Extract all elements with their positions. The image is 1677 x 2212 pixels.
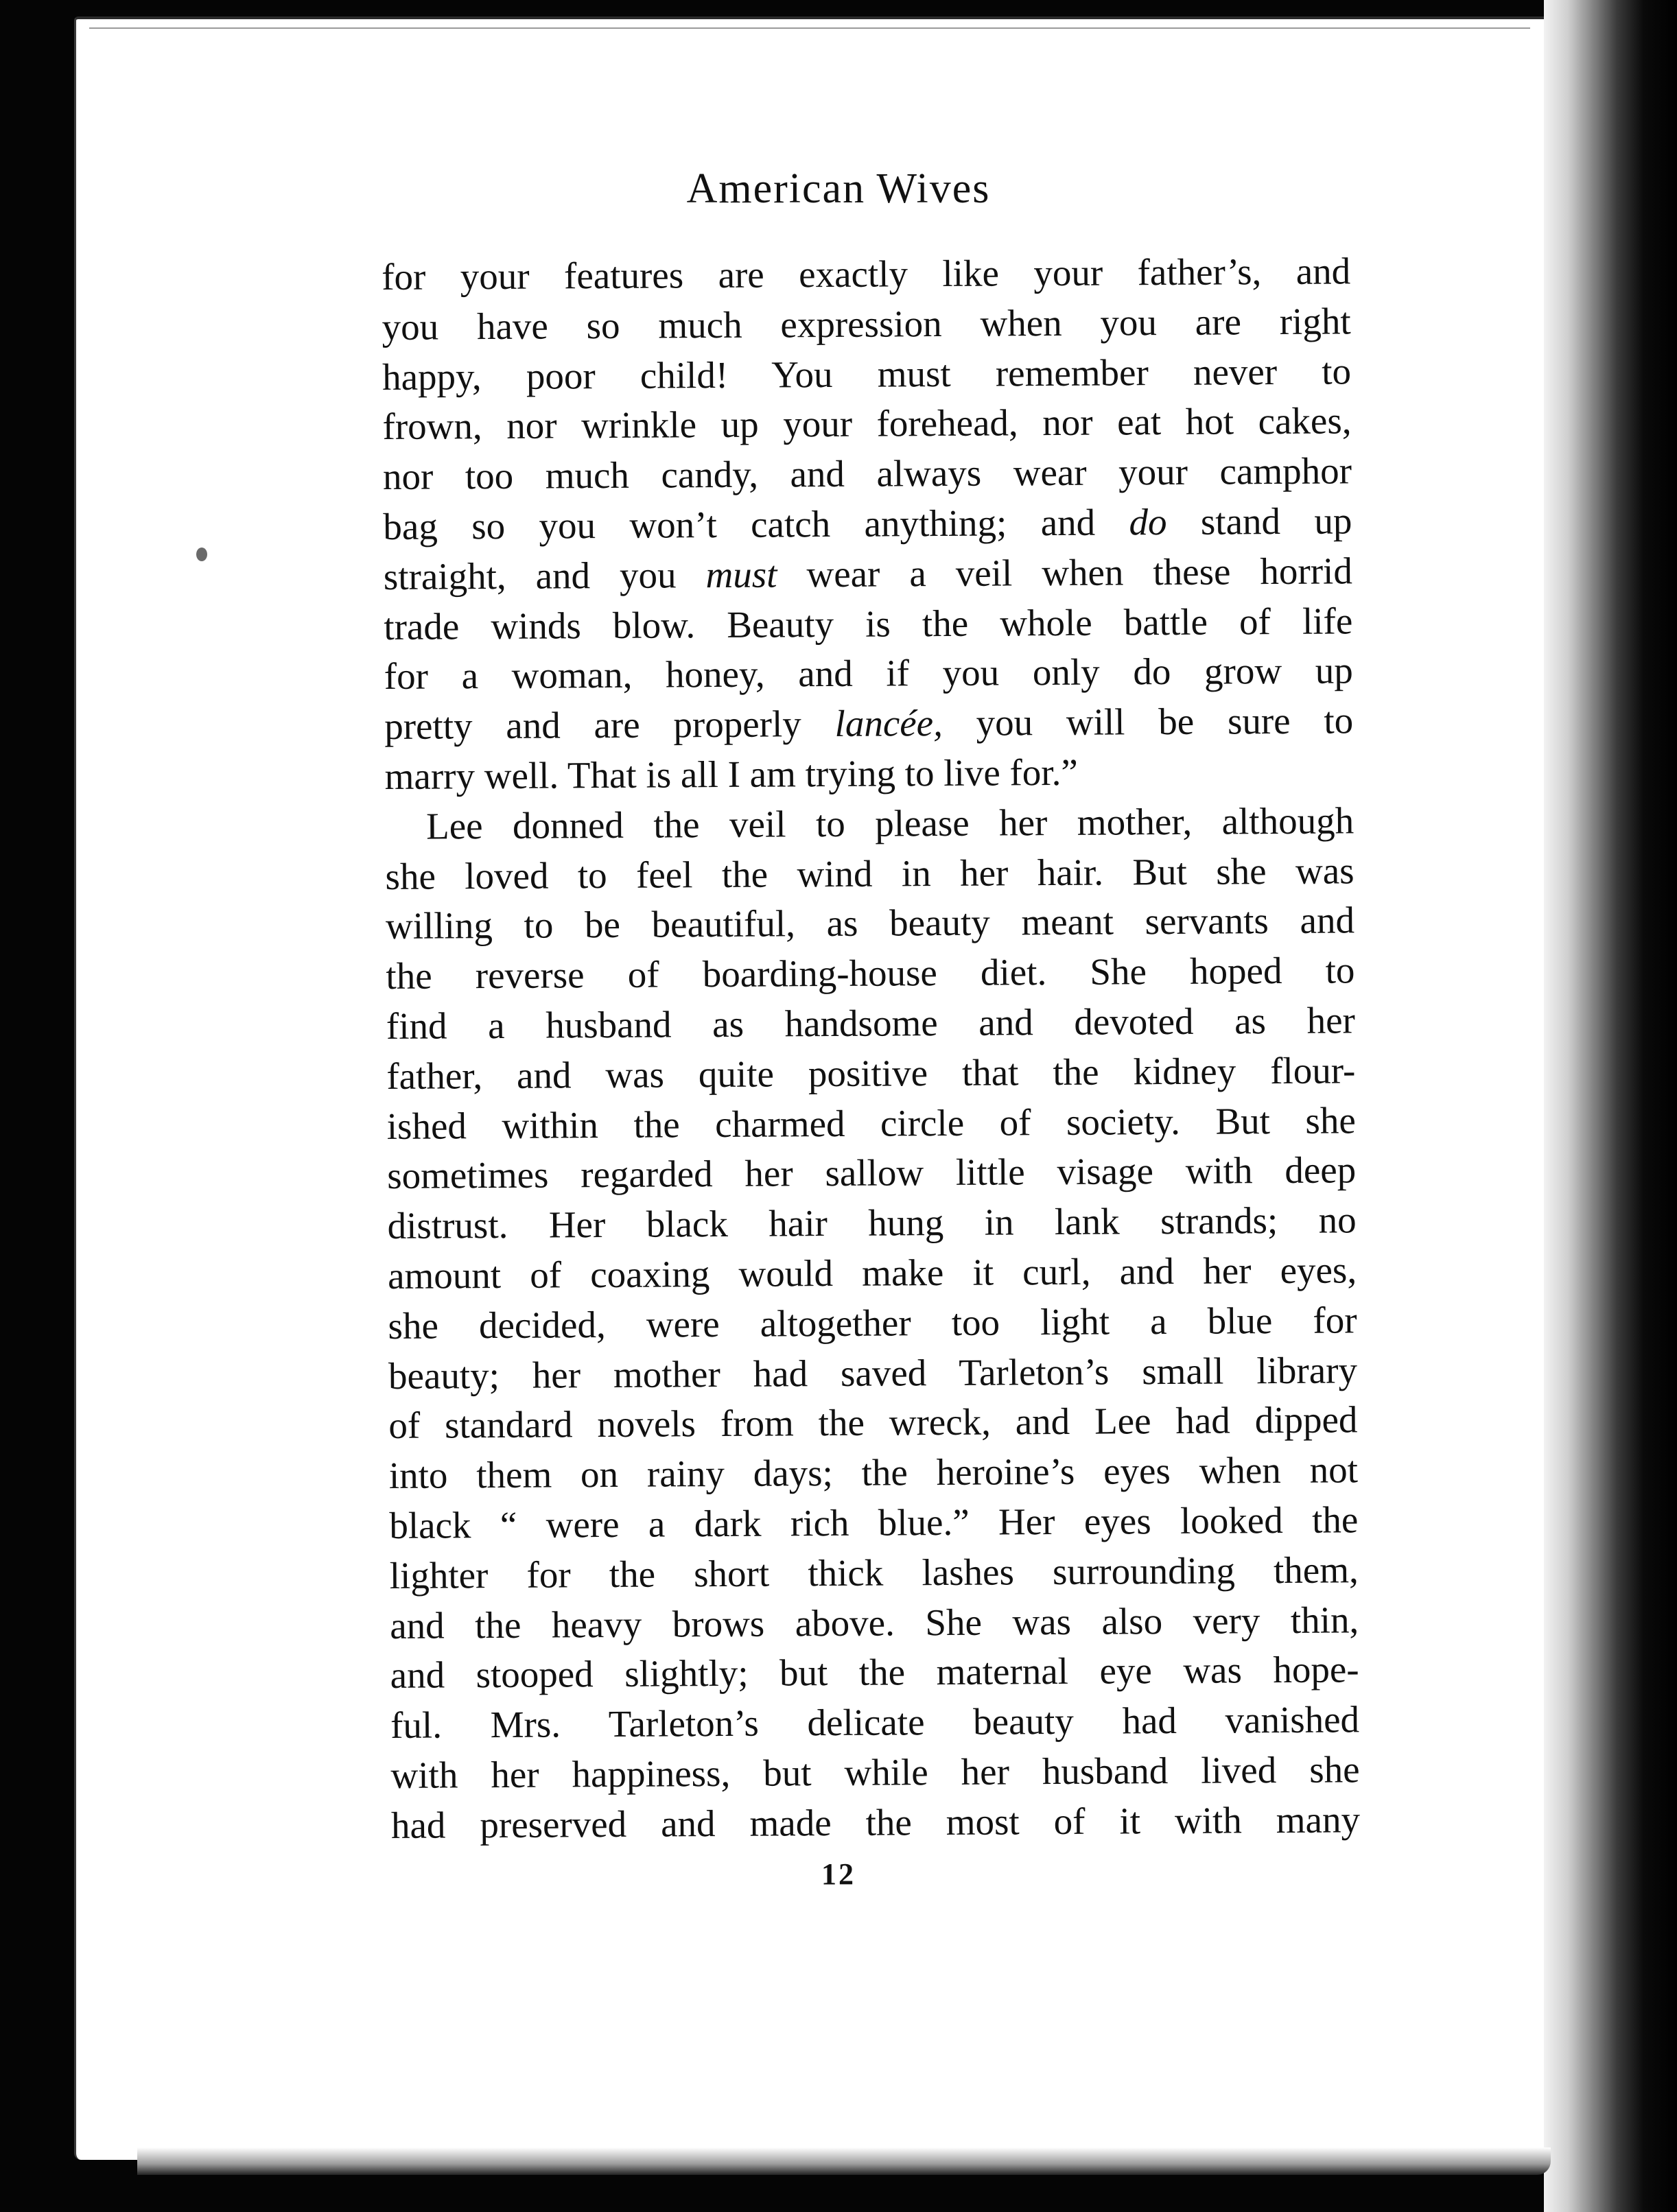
text-line: nor too much candy, and always wear your camphor <box>382 449 1352 498</box>
text-line: trade winds blow. Beauty is the whole battle of life <box>384 599 1353 648</box>
text-line: sometimes regarded her sallow little visage with deep <box>387 1149 1357 1197</box>
text-line: amount of coaxing would make it curl, and her eyes, <box>387 1249 1357 1297</box>
text-line: the reverse of boarding-house diet. She hoped to <box>386 949 1355 998</box>
text-line: of standard novels from the wreck, and Lee had dipped <box>388 1398 1358 1447</box>
text-line: willing to be beautiful, as beauty meant servants and <box>385 899 1355 948</box>
text-line: father, and was quite positive that the kidney flour- <box>386 1049 1356 1097</box>
italic-word: do <box>1094 500 1201 543</box>
text-line-paragraph-start: Lee donned the veil to please her mother, although <box>425 799 1354 847</box>
text-line: for a woman, honey, and if you only do grow up <box>384 649 1353 698</box>
text-line: you have so much expression when you are right <box>382 300 1351 348</box>
page-number: 12 <box>821 1857 856 1891</box>
page-top-edge <box>89 27 1530 29</box>
text-line: marry well. That is all I am trying to live for.” <box>384 751 1078 797</box>
stray-ink-mark <box>196 548 207 561</box>
italic-word: must <box>705 553 777 596</box>
text-line: for your features are exactly like your father’s, and <box>382 250 1351 298</box>
text-line: bag so you won’t catch anything; and do stand up <box>383 499 1352 548</box>
text-line: frown, nor wrinkle up your forehead, nor eat hot cakes, <box>382 399 1352 448</box>
running-title: American Wives <box>686 165 991 212</box>
text-line: lighter for the short thick lashes surrounding them, <box>389 1549 1359 1597</box>
text-line: ished within the charmed circle of society. But she <box>386 1098 1356 1147</box>
text-line: distrust. Her black hair hung in lank strands; no <box>387 1199 1357 1247</box>
page-bottom-edge <box>137 2148 1551 2175</box>
text-line: she decided, were altogether too light a blue for <box>388 1299 1357 1347</box>
text-line: into them on rainy days; the heroine’s eyes when not <box>388 1448 1359 1497</box>
body-text <box>382 246 1360 1850</box>
text-line: beauty; her mother had saved Tarleton’s small library <box>388 1348 1358 1397</box>
text-line: straight, and you must wear a veil when these horrid <box>383 550 1353 598</box>
text-line: ful. Mrs. Tarleton’s delicate beauty had vanished <box>390 1698 1360 1747</box>
text-line: had preserved and made the most of it with many <box>390 1798 1361 1846</box>
text-line: and the heavy brows above. She was also very thin, <box>390 1598 1359 1647</box>
text-line: pretty and are properly lancée, you will be sure to <box>384 699 1354 748</box>
text-line: find a husband as handsome and devoted as her <box>386 999 1356 1047</box>
text-line: with her happiness, but while her husband lived she <box>390 1748 1360 1796</box>
text-line: black “ were a dark rich blue.” Her eyes looked the <box>389 1498 1359 1546</box>
text-line: she loved to feel the wind in her hair. But she was <box>385 849 1354 897</box>
text-line: and stooped slightly; but the maternal eye was hope- <box>390 1648 1359 1697</box>
italic-word: lancée, <box>834 702 943 745</box>
text-line: happy, poor child! You must remember never to <box>382 349 1352 398</box>
